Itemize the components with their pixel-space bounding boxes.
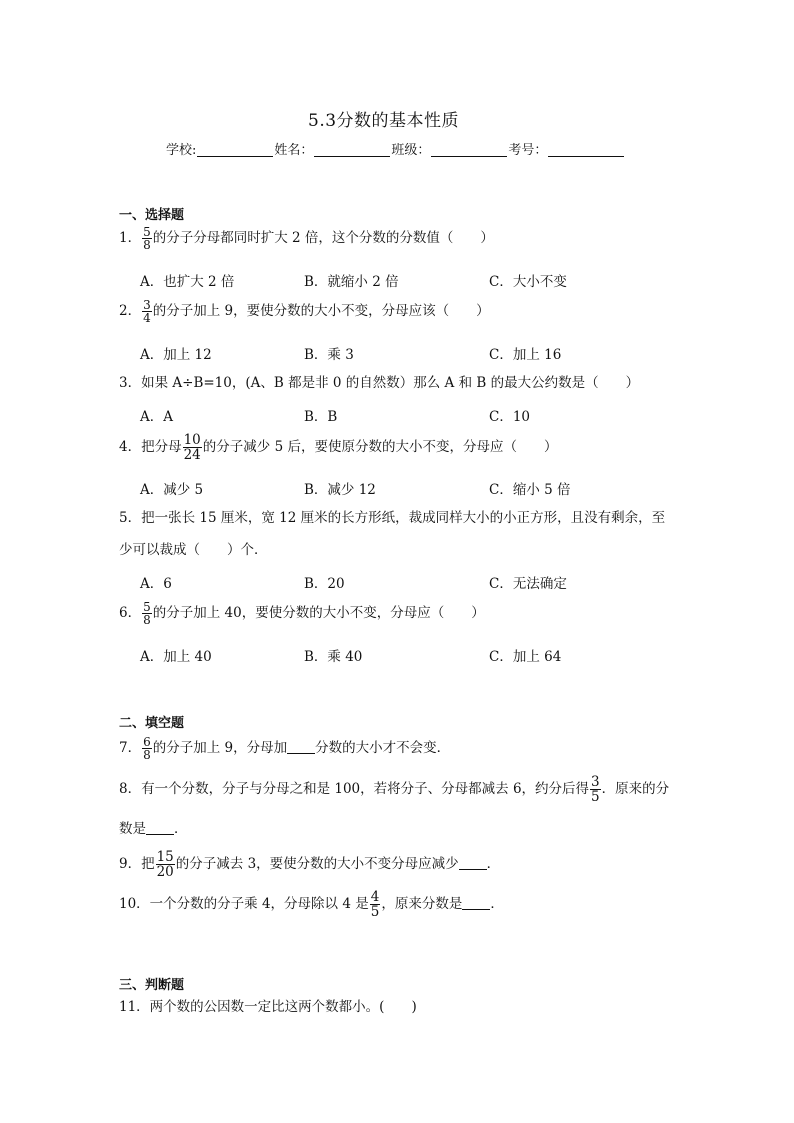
q4-option-c[interactable]: C．缩小 5 倍: [489, 482, 571, 498]
question-3: 3．如果 A÷B=10，(A、B 都是非 0 的自然数）那么 A 和 B 的最大公约数是（ ）: [119, 375, 640, 391]
fraction: $\frac{5}{8}$: [143, 225, 151, 252]
class-label: 班级：: [391, 143, 431, 158]
school-blank[interactable]: [197, 142, 273, 157]
question-11: 11．两个数的公因数一定比这两个数都小。( ): [119, 999, 417, 1015]
question-7: 7． $\frac{6}{8}$ 的分子加上 9，分母加 分数的大小才不会变．: [119, 735, 451, 762]
q2-option-c[interactable]: C．加上 16: [489, 347, 562, 363]
answer-blank[interactable]: [287, 741, 315, 754]
fraction: $\frac{10}{24}$: [183, 432, 201, 463]
question-5-line-1: 5．把一张长 15 厘米，宽 12 厘米的长方形纸，裁成同样大小的小正方形，且没有剩余，至: [119, 510, 666, 526]
q6-option-c[interactable]: C．加上 64: [489, 649, 562, 665]
q6-option-b[interactable]: B．乘 40: [304, 649, 363, 665]
fraction: $\frac{4}{5}$: [370, 889, 380, 920]
q5-option-c[interactable]: C．无法确定: [489, 576, 567, 592]
q3-option-a[interactable]: A．A: [140, 409, 173, 425]
fraction: $\frac{3}{4}$: [143, 298, 151, 325]
number-label: 考号：: [508, 143, 548, 158]
q4-option-a[interactable]: A．减少 5: [140, 482, 204, 498]
question-8-line-2: 数是 ．: [119, 821, 188, 837]
section-heading-judge: 三、判断题: [119, 978, 185, 993]
q3-option-b[interactable]: B．B: [304, 409, 338, 425]
answer-blank[interactable]: [459, 857, 487, 870]
question-10: 10．一个分数的分子乘 4，分母除以 4 是 $\frac{4}{5}$ ，原来分数是 ．: [119, 889, 504, 920]
question-8-line-1: 8．有一个分数，分子与分母之和是 100，若将分子、分母都减去 6，约分后得 $\frac{3}{5}$ ．原来的分: [119, 774, 670, 805]
question-6: 6． $\frac{5}{8}$ 的分子加上 40，要使分数的大小不变，分母应（ ）: [119, 600, 485, 627]
question-1: 1． $\frac{5}{8}$ 的分子分母都同时扩大 2 倍，这个分数的分数值（ ）: [119, 225, 494, 252]
q6-option-a[interactable]: A．加上 40: [140, 649, 212, 665]
fraction: $\frac{5}{8}$: [143, 600, 151, 627]
section-heading-fill: 二、填空题: [119, 716, 185, 731]
number-blank[interactable]: [548, 142, 624, 157]
question-4: 4．把分母 $\frac{10}{24}$ 的分子减少 5 后，要使原分数的大小不变，分母应（ ）: [119, 432, 558, 463]
question-9: 9．把 $\frac{15}{20}$ 的分子减去 3，要使分数的大小不变分母应减少 ．: [119, 849, 501, 880]
q1-option-c[interactable]: C．大小不变: [489, 274, 567, 290]
fraction: $\frac{15}{20}$: [156, 849, 174, 880]
name-label: 姓名：: [274, 143, 314, 158]
answer-blank[interactable]: [462, 897, 490, 910]
q3-option-c[interactable]: C．10: [489, 409, 531, 425]
page-title: 5.3分数的基本性质: [308, 111, 460, 131]
q5-option-a[interactable]: A．6: [140, 576, 172, 592]
q1-option-b[interactable]: B．就缩小 2 倍: [304, 274, 399, 290]
q4-option-b[interactable]: B．减少 12: [304, 482, 376, 498]
q5-option-b[interactable]: B．20: [304, 576, 345, 592]
section-heading-choice: 一、选择题: [119, 208, 185, 223]
class-blank[interactable]: [431, 142, 507, 157]
name-blank[interactable]: [314, 142, 390, 157]
question-2: 2． $\frac{3}{4}$ 的分子加上 9，要使分数的大小不变，分母应该（ ）: [119, 298, 490, 325]
fraction: $\frac{6}{8}$: [143, 735, 151, 762]
question-5-line-2: 少可以裁成（ ）个．: [119, 542, 268, 558]
student-info-line: [166, 139, 625, 158]
answer-blank[interactable]: [146, 822, 174, 835]
fraction: $\frac{3}{5}$: [591, 774, 600, 805]
school-label: 学校:: [166, 143, 197, 158]
q2-option-b[interactable]: B．乘 3: [304, 347, 354, 363]
q2-option-a[interactable]: A．加上 12: [140, 347, 212, 363]
q1-option-a[interactable]: A．也扩大 2 倍: [140, 274, 235, 290]
